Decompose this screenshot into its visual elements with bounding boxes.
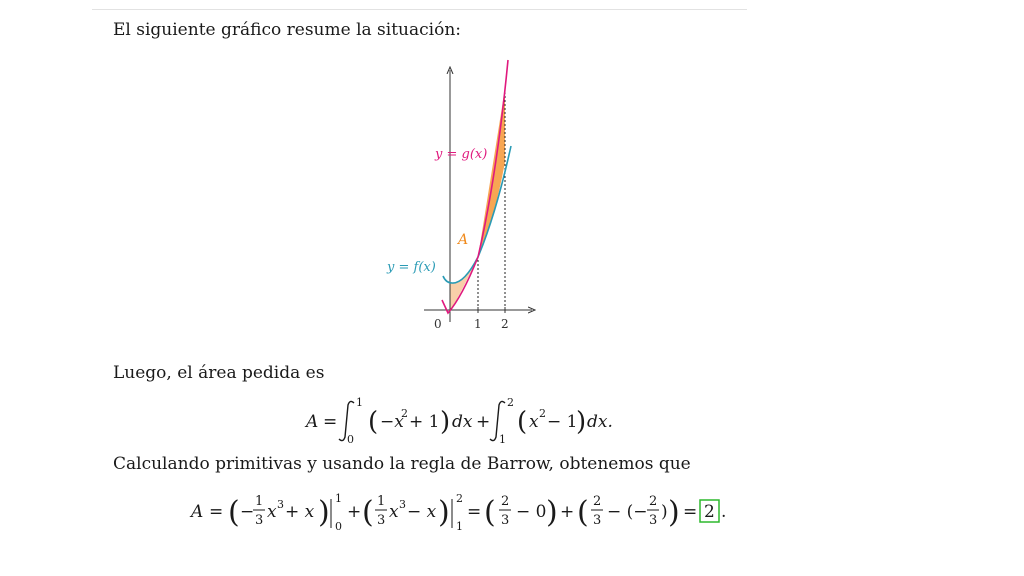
f2-minus-x: − x — [407, 502, 437, 522]
label-g: y = g(x) — [435, 147, 488, 162]
f1-eq: = — [323, 412, 338, 432]
f2-frac3-num: 2 — [501, 494, 510, 509]
barrow-intro-paragraph: Calculando primitivas y usando la regla de Barrow, obtenemos que — [113, 454, 691, 474]
f2-paren-open-1: ( — [228, 495, 240, 530]
f2-lhs: A — [191, 502, 204, 522]
f1-exp-2b: 2 — [539, 407, 546, 420]
f2-bar1-lower: 0 — [335, 520, 342, 533]
f2-result: 2 — [704, 502, 715, 522]
f2-plus-2: + — [560, 502, 575, 522]
f1-int2-lower: 1 — [499, 433, 506, 446]
f2-paren-close-2: ) — [438, 495, 450, 530]
f2-paren-close-1: ) — [318, 495, 330, 530]
f1-integrand1-b: + 1 — [409, 412, 440, 432]
f2-paren-close-3: ) — [546, 495, 558, 530]
f1-int1-lower: 0 — [347, 433, 354, 446]
f2-plus-1: + — [347, 502, 362, 522]
f1-lhs: A — [306, 412, 319, 432]
f2-minus-paren: − (− — [607, 502, 648, 522]
f2-eq-1: = — [209, 502, 224, 522]
intro-paragraph: El siguiente gráfico resume la situación: — [113, 20, 461, 40]
tick-label-0: 0 — [434, 317, 442, 331]
f1-paren-open-2: ( — [517, 407, 528, 437]
f2-bar2-lower: 1 — [456, 520, 463, 533]
f2-inner-close: ) — [661, 502, 668, 522]
f2-paren-close-4: ) — [668, 495, 680, 530]
f2-frac2-den: 3 — [377, 513, 386, 528]
f1-exp-2a: 2 — [401, 407, 408, 420]
f2-period: . — [721, 502, 727, 522]
f2-eq-2: = — [467, 502, 482, 522]
f1-int1-upper: 1 — [356, 396, 363, 409]
f1-integrand2-a: x — [529, 412, 539, 432]
f2-bar2-upper: 2 — [456, 492, 463, 505]
tick-label-2: 2 — [501, 317, 509, 331]
f1-paren-close-1: ) — [440, 407, 451, 437]
f1-paren-open-1: ( — [368, 407, 379, 437]
f2-x-2: x — [389, 502, 399, 522]
f2-paren-open-2: ( — [362, 495, 374, 530]
f2-minus-1: − — [240, 502, 255, 522]
f2-frac1-num: 1 — [255, 494, 264, 509]
label-f: y = f(x) — [387, 260, 436, 275]
f2-frac1-den: 3 — [255, 513, 264, 528]
f2-exp3-2: 3 — [399, 498, 406, 511]
tick-label-1: 1 — [474, 317, 482, 331]
f1-integrand2-b: − 1 — [547, 412, 578, 432]
f1-dx-1: dx — [452, 412, 473, 432]
f2-x-1: x — [267, 502, 277, 522]
label-point-a: A — [458, 232, 469, 248]
f2-exp3-1: 3 — [277, 498, 284, 511]
f1-integrand1-a: −x — [380, 412, 404, 432]
f2-frac5-den: 3 — [649, 513, 658, 528]
f2-plus-x: + x — [285, 502, 315, 522]
f2-frac3-den: 3 — [501, 513, 510, 528]
f2-bar1-upper: 1 — [335, 492, 342, 505]
f2-frac4-den: 3 — [593, 513, 602, 528]
f1-dx-2: dx. — [587, 412, 613, 432]
f2-paren-open-3: ( — [484, 495, 496, 530]
f2-frac5-num: 2 — [649, 494, 658, 509]
f2-paren-open-4: ( — [577, 495, 589, 530]
f1-plus: + — [476, 412, 491, 432]
f2-minus-zero: − 0 — [516, 502, 547, 522]
f2-frac2-num: 1 — [377, 494, 386, 509]
f1-int2-upper: 2 — [507, 396, 514, 409]
area-intro-paragraph: Luego, el área pedida es — [113, 363, 325, 383]
f1-paren-close-2: ) — [576, 407, 587, 437]
f2-eq-3: = — [683, 502, 698, 522]
f2-frac4-num: 2 — [593, 494, 602, 509]
